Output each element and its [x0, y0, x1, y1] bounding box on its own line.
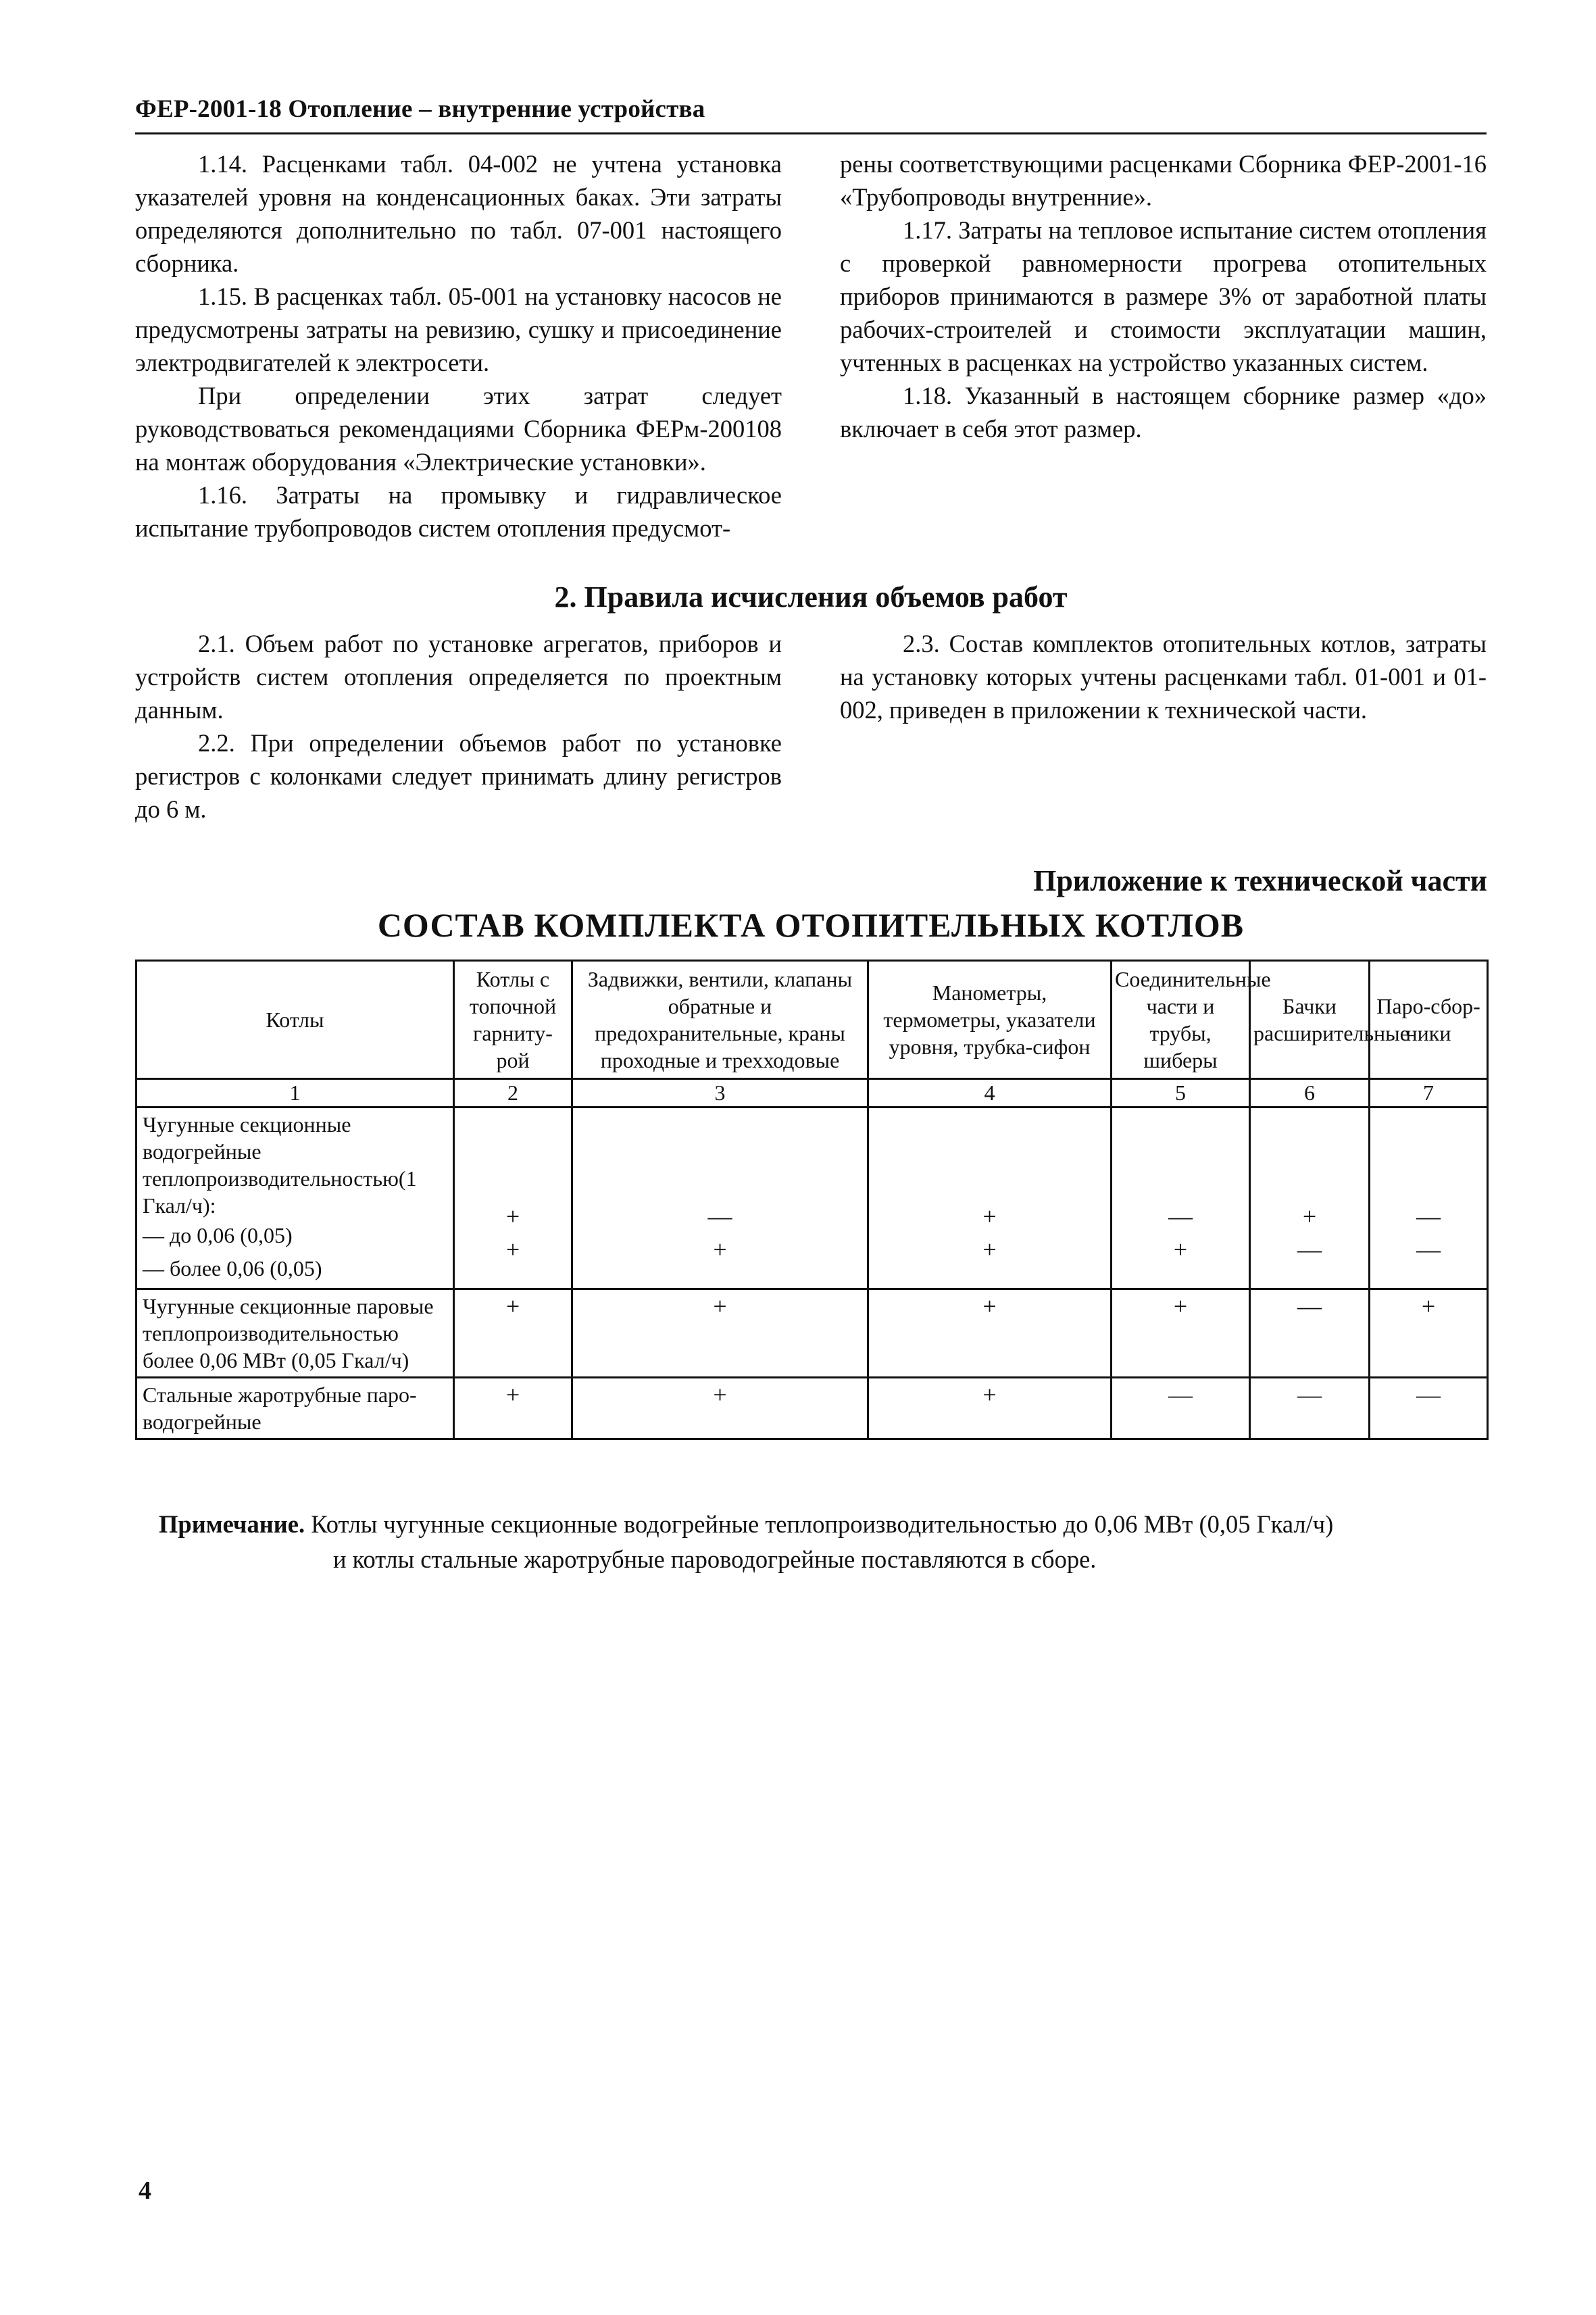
note-line-2: и котлы стальные жаротрубные пароводогрейные поставляются в сборе.	[333, 1545, 1097, 1573]
mark: +	[713, 1381, 727, 1408]
mark-cell	[868, 1107, 1112, 1289]
paragraph-1-18: 1.18. Указанный в настоящем сборнике размер «до» включает в себя этот размер.	[840, 382, 1487, 443]
paragraph-2-3: 2.3. Состав комплектов отопительных котлов, затраты на установку которых учтены расценками табл. 01-001 и 01-002, приведен в приложении к технической части.	[840, 630, 1487, 724]
column-number: 1	[136, 1079, 454, 1107]
mark: —	[1297, 1293, 1322, 1320]
mark-cell	[1112, 1289, 1250, 1378]
header-cell: Задвижки, вентили, клапаны обратные и предохранительные, краны проходные и трехходовые	[572, 961, 868, 1079]
paragraph-1-14: 1.14. Расценками табл. 04-002 не учтена установка указателей уровня на конденсационных баках. Эти затраты определяются дополнительно по табл. 07-001 настоящего сборника.	[135, 150, 782, 277]
mark-cell	[1250, 1378, 1370, 1439]
header-cell: Котлы	[136, 961, 454, 1079]
mark: —	[1416, 1203, 1441, 1230]
mark-cell	[572, 1289, 868, 1378]
mark: +	[505, 1381, 520, 1408]
mark-cell	[1370, 1378, 1488, 1439]
table-row	[136, 1107, 1488, 1289]
mark: —	[1297, 1236, 1322, 1263]
mark-cell	[868, 1289, 1112, 1378]
note-label: Примечание.	[159, 1510, 305, 1538]
table-note	[159, 1507, 1487, 1577]
table-row	[136, 1378, 1488, 1439]
note-line-1: Котлы чугунные секционные водогрейные теплопроизводительностью до 0,06 МВт (0,05 Гкал/ч)	[311, 1510, 1334, 1538]
mark: +	[982, 1236, 997, 1263]
mark: +	[1173, 1236, 1188, 1263]
page-number: 4	[139, 2176, 151, 2205]
mark-cell	[868, 1378, 1112, 1439]
right-column-section2	[840, 627, 1487, 726]
mark: +	[1302, 1203, 1317, 1230]
paragraph-2-2: 2.2. При определении объемов работ по установке регистров с колонками следует принимать длину регистров до 6 м.	[135, 729, 782, 823]
mark: +	[505, 1203, 520, 1230]
row-label-steel-firetube: Стальные жаротрубные паро-водогрейные	[136, 1378, 454, 1439]
sub-row-label: — более 0,06 (0,05)	[143, 1256, 322, 1280]
mark-cell	[572, 1107, 868, 1289]
mark-cell	[1370, 1107, 1488, 1289]
mark-cell	[1112, 1107, 1250, 1289]
section-2-title: 2. Правила исчисления объемов работ	[554, 580, 1068, 614]
mark: +	[1421, 1293, 1436, 1320]
right-column-section1	[840, 147, 1487, 445]
mark-cell	[1250, 1289, 1370, 1378]
mark-cell	[1250, 1107, 1370, 1289]
column-number: 5	[1112, 1079, 1250, 1107]
paragraph-2-1: 2.1. Объем работ по установке агрегатов, приборов и устройств систем отопления определяется по проектным данным.	[135, 630, 782, 724]
mark-cell	[572, 1378, 868, 1439]
sub-row-label: — до 0,06 (0,05)	[143, 1223, 293, 1247]
appendix-title: Приложение к технической части	[1033, 864, 1487, 897]
page-header: ФЕР-2001-18 Отопление – внутренние устройства	[135, 95, 705, 123]
column-number: 3	[572, 1079, 868, 1107]
mark: +	[1173, 1293, 1188, 1320]
mark-cell	[454, 1378, 572, 1439]
column-number: 4	[868, 1079, 1112, 1107]
table-number-row	[136, 1079, 1488, 1107]
header-cell: Паро-сбор-ники	[1370, 961, 1488, 1079]
mark-cell	[1112, 1378, 1250, 1439]
mark: —	[1416, 1381, 1441, 1408]
mark: —	[1168, 1203, 1193, 1230]
mark: +	[982, 1381, 997, 1408]
header-cell: Манометры, термометры, указатели уровня, трубка-сифон	[868, 961, 1112, 1079]
row-label-text: Чугунные секционные водогрейные теплопроизводительностью(1 Гкал/ч):	[143, 1112, 417, 1218]
column-number: 7	[1370, 1079, 1488, 1107]
mark: +	[505, 1293, 520, 1320]
mark: —	[1168, 1381, 1193, 1408]
mark: +	[713, 1236, 727, 1263]
mark: +	[713, 1293, 727, 1320]
mark: +	[982, 1293, 997, 1320]
paragraph-1-17: 1.17. Затраты на тепловое испытание систем отопления с проверкой равномерности прогрева отопительных приборов принимаются в размере 3% от заработной платы рабочих-строителей и стоимости эксплуатации машин, учтенных в расценках на устройство указанных систем.	[840, 216, 1487, 376]
table-header-row	[136, 961, 1488, 1079]
header-cell: Соединительные части и трубы, шиберы	[1112, 961, 1250, 1079]
mark-cell	[454, 1107, 572, 1289]
row-label-cast-iron-steam: Чугунные секционные паровые теплопроизводительностью более 0,06 МВт (0,05 Гкал/ч)	[136, 1289, 454, 1378]
column-number: 2	[454, 1079, 572, 1107]
mark: —	[1416, 1236, 1441, 1263]
mark: —	[707, 1203, 732, 1230]
left-column-section1	[135, 147, 782, 545]
header-rule	[135, 132, 1487, 134]
boiler-kit-table	[135, 960, 1489, 1440]
mark: +	[505, 1236, 520, 1263]
header-cell: Бачки расширительные	[1250, 961, 1370, 1079]
left-column-section2	[135, 627, 782, 826]
paragraph-1-16: 1.16. Затраты на промывку и гидравлическое испытание трубопроводов систем отопления предусмот-	[135, 481, 782, 542]
table-row	[136, 1289, 1488, 1378]
paragraph-1-15: 1.15. В расценках табл. 05-001 на установку насосов не предусмотрены затраты на ревизию, сушку и присоединение электродвигателей к электросети.	[135, 282, 782, 376]
mark-cell	[454, 1289, 572, 1378]
row-label-cast-iron-water	[136, 1107, 454, 1289]
mark: +	[982, 1203, 997, 1230]
mark-cell	[1370, 1289, 1488, 1378]
paragraph-1-16-cont: рены соответствующими расценками Сборника ФЕР-2001-16 «Трубопроводы внутренние».	[840, 150, 1487, 211]
header-cell: Котлы с топочной гарниту-рой	[454, 961, 572, 1079]
paragraph-1-15-cont: При определении этих затрат следует руководствоваться рекомендациями Сборника ФЕРм-200108 на монтаж оборудования «Электрические установки».	[135, 382, 782, 476]
mark: —	[1297, 1381, 1322, 1408]
column-number: 6	[1250, 1079, 1370, 1107]
table-title: СОСТАВ КОМПЛЕКТА ОТОПИТЕЛЬНЫХ КОТЛОВ	[377, 906, 1245, 944]
